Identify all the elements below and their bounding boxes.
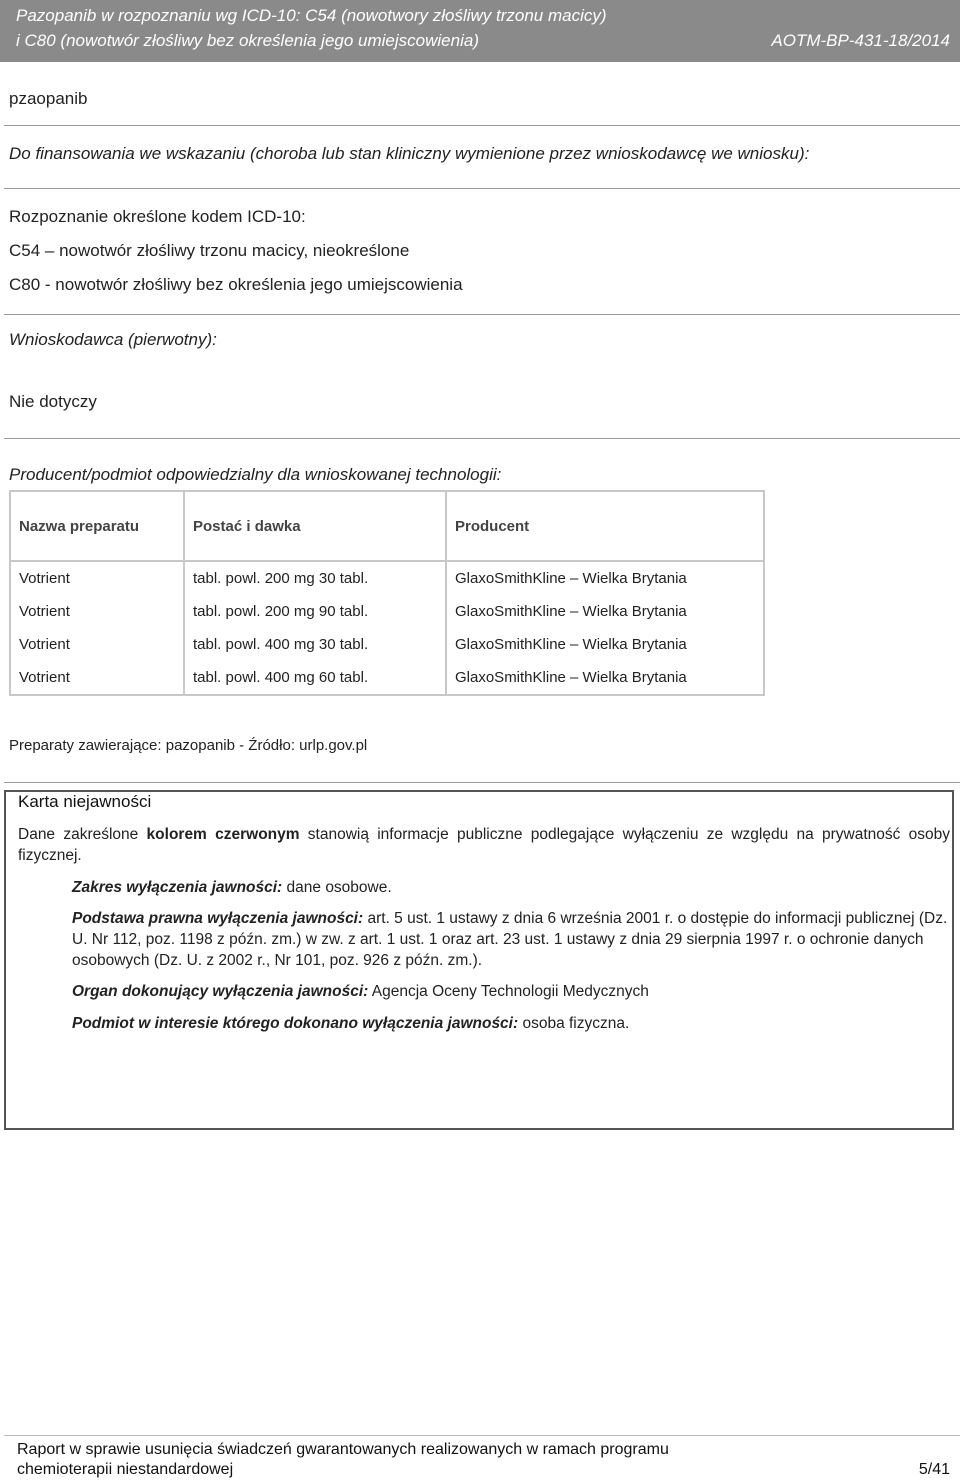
header-subtitle: i C80 (nowotwór złośliwy bez określenia jego umiejscowienia) <box>16 31 479 50</box>
cell-producer: GlaxoSmithKline – Wielka Brytania <box>446 595 764 628</box>
divider <box>4 438 960 439</box>
intro-highlight: kolorem czerwonym <box>146 826 300 843</box>
cell-name: Votrient <box>10 595 184 628</box>
entity-value: osoba fizyczna. <box>518 1015 630 1032</box>
divider <box>4 314 960 315</box>
icd-code-c80: C80 - nowotwór złośliwy bez określenia jego umiejscowienia <box>9 275 463 294</box>
table-source: Preparaty zawierające: pazopanib - Źródło: urlp.gov.pl <box>9 737 368 754</box>
cell-form: tabl. powl. 400 mg 30 tabl. <box>184 628 446 661</box>
table-row <box>10 661 764 695</box>
drug-name: pzaopanib <box>9 89 88 108</box>
table-header-row <box>10 491 764 561</box>
cell-form: tabl. powl. 400 mg 60 tabl. <box>184 661 446 695</box>
footer-line2-row <box>17 1460 950 1480</box>
producer-label: Producent/podmiot odpowiedzialny dla wnioskowanej technologii: <box>9 465 502 484</box>
divider <box>4 125 960 126</box>
header-cell-producer: Producent <box>446 491 764 561</box>
applicant-label: Wnioskodawca (pierwotny): <box>9 330 217 349</box>
cell-name: Votrient <box>10 628 184 661</box>
basis-paragraph <box>72 908 952 971</box>
header-title: Pazopanib w rozpoznaniu wg ICD-10: C54 (nowotwory złośliwy trzonu macicy) <box>16 6 607 25</box>
icd-code-c54: C54 – nowotwór złośliwy trzonu macicy, nieokreślone <box>9 241 410 260</box>
entity-paragraph <box>72 1013 952 1034</box>
document-header <box>0 0 960 62</box>
scope-paragraph <box>72 877 952 898</box>
confidentiality-title: Karta niejawności <box>18 792 152 811</box>
organ-value: Agencja Oceny Technologii Medycznych <box>368 983 649 1000</box>
intro-text-rest: stanowią informacje publiczne podlegające wyłączeniu ze względu na prywatność osoby fizycznej. <box>18 826 950 864</box>
icd-label: Rozpoznanie określone kodem ICD-10: <box>9 207 306 226</box>
footer-line2: chemioterapii niestandardowej <box>17 1461 234 1478</box>
page-number: 5/41 <box>918 1461 950 1478</box>
scope-value: dane osobowe. <box>282 879 392 896</box>
scope-label: Zakres wyłączenia jawności: <box>72 879 283 896</box>
cell-producer: GlaxoSmithKline – Wielka Brytania <box>446 561 764 595</box>
header-report-id: AOTM-BP-431-18/2014 <box>771 31 950 50</box>
applicant-value: Nie dotyczy <box>9 392 97 411</box>
cell-producer: GlaxoSmithKline – Wielka Brytania <box>446 661 764 695</box>
header-cell-form: Postać i dawka <box>184 491 446 561</box>
confidentiality-box <box>4 790 954 1130</box>
divider <box>4 782 960 783</box>
table-row <box>10 628 764 661</box>
organ-label: Organ dokonujący wyłączenia jawności: <box>72 983 369 1000</box>
cell-producer: GlaxoSmithKline – Wielka Brytania <box>446 628 764 661</box>
intro-text: Dane zakreślone <box>18 826 147 843</box>
cell-name: Votrient <box>10 661 184 695</box>
basis-label: Podstawa prawna wyłączenia jawności: <box>72 910 364 927</box>
header-cell-name: Nazwa preparatu <box>10 491 184 561</box>
confidentiality-intro <box>18 824 950 866</box>
divider <box>4 188 960 189</box>
cell-form: tabl. powl. 200 mg 30 tabl. <box>184 561 446 595</box>
indication-label: Do finansowania we wskazaniu (choroba lub stan kliniczny wymienione przez wnioskodawcę we wniosku): <box>9 144 810 163</box>
product-table <box>9 490 765 696</box>
organ-paragraph <box>72 981 952 1002</box>
cell-name: Votrient <box>10 561 184 595</box>
document-footer <box>17 1440 950 1480</box>
header-subtitle-row <box>16 31 950 51</box>
table-row <box>10 561 764 595</box>
footer-line1: Raport w sprawie usunięcia świadczeń gwarantowanych realizowanych w ramach programu <box>17 1441 669 1458</box>
entity-label: Podmiot w interesie którego dokonano wyłączenia jawności: <box>72 1015 519 1032</box>
cell-form: tabl. powl. 200 mg 90 tabl. <box>184 595 446 628</box>
footer-divider <box>4 1435 960 1436</box>
table-row <box>10 595 764 628</box>
basis-value: art. 5 ust. 1 ustawy z dnia 6 września 2001 r. o dostępie do informacji publicznej (Dz. U. Nr 112, poz. 1198 z późn. zm.) w zw. z art. 1 ust. 1 oraz art. 23 ust. 1 ustawy z dnia 29 sierpnia 1997 r. o ochronie danych osobowych (Dz. U. z 2002 r., Nr 101, poz. 926 z późn. zm.). <box>72 910 948 969</box>
